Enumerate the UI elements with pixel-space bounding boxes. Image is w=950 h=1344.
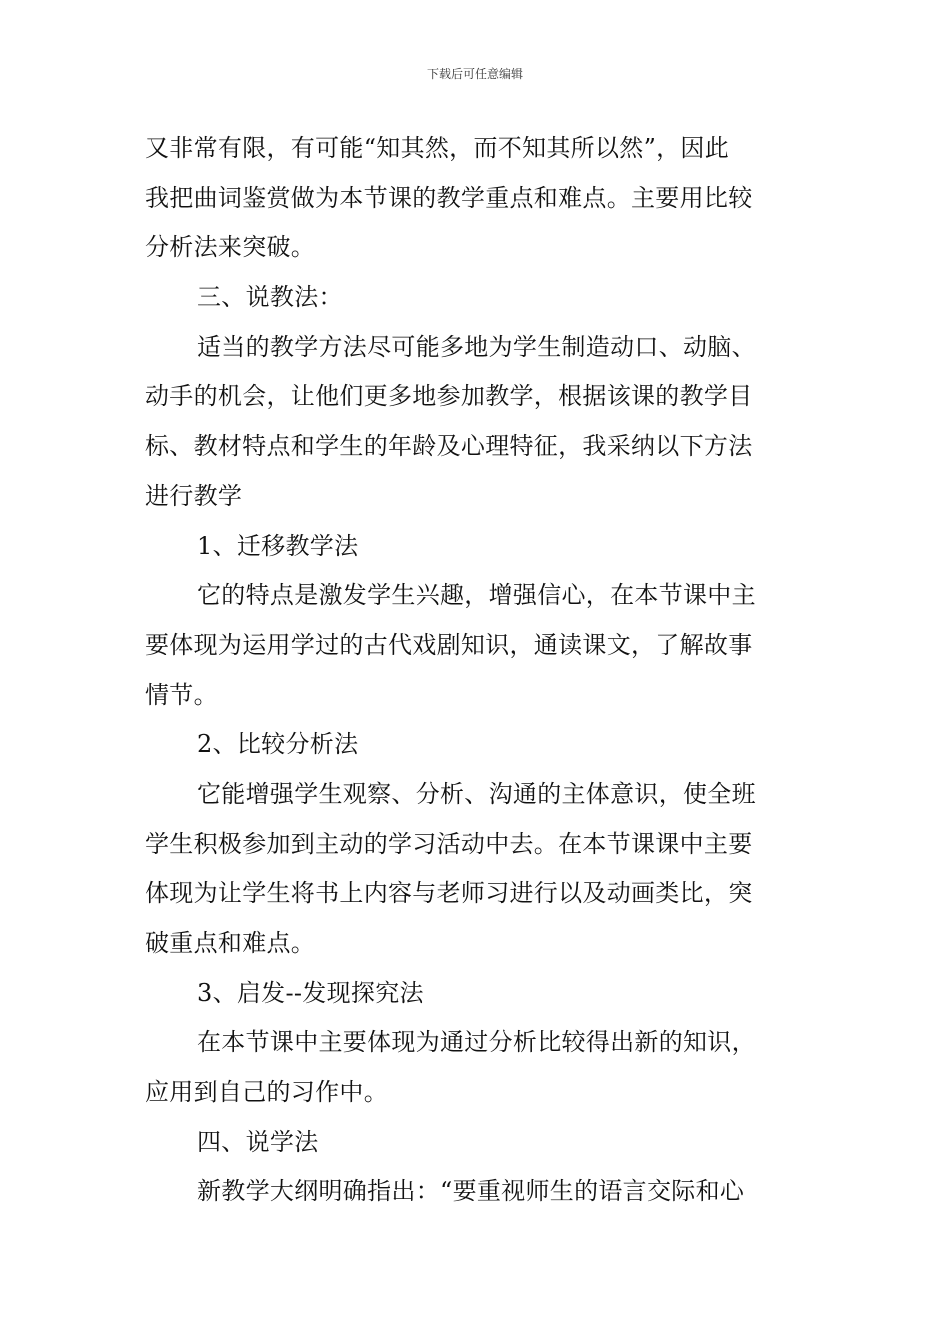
subsection-heading: 1、迁移教学法 [197, 531, 359, 560]
text-line: 进行教学 [145, 481, 243, 510]
text-line: 学生积极参加到主动的学习活动中去。在本节课课中主要 [145, 829, 753, 858]
text-line: 新教学大纲明确指出：“要重视师生的语言交际和心 [197, 1177, 745, 1206]
text-line: 它能增强学生观察、分析、沟通的主体意识，使全班 [197, 779, 756, 808]
text-line: 分析法来突破。 [145, 233, 316, 262]
section-heading: 四、说学法 [197, 1127, 319, 1156]
text-line: 体现为让学生将书上内容与老师习进行以及动画类比，突 [145, 879, 753, 908]
text-line: 应用到自己的习作中。 [145, 1078, 388, 1107]
text-line: 情节。 [145, 680, 218, 709]
text-line: 要体现为运用学过的古代戏剧知识，通读课文，了解故事 [145, 630, 753, 659]
text-line: 它的特点是激发学生兴趣，增强信心，在本节课中主 [197, 581, 756, 610]
subsection-heading: 2、比较分析法 [197, 730, 359, 759]
text-line: 我把曲词鉴赏做为本节课的教学重点和难点。主要用比较 [145, 183, 753, 212]
text-line: 动手的机会，让他们更多地参加教学，根据该课的教学目 [145, 382, 753, 411]
text-line: 又非常有限，有可能“知其然，而不知其所以然”，因此 [145, 134, 730, 162]
text-line: 适当的教学方法尽可能多地为学生制造动口、动脑、 [197, 332, 756, 361]
subsection-heading: 3、启发--发现探究法 [197, 978, 424, 1007]
text-line: 在本节课中主要体现为通过分析比较得出新的知识， [197, 1028, 756, 1057]
page-header: 下载后可任意编辑 [426, 67, 523, 81]
text-line: 标、教材特点和学生的年龄及心理特征，我采纳以下方法 [145, 432, 753, 461]
text-line: 破重点和难点。 [145, 929, 316, 957]
document-body [145, 124, 810, 1217]
section-heading: 三、说教法： [197, 283, 343, 312]
